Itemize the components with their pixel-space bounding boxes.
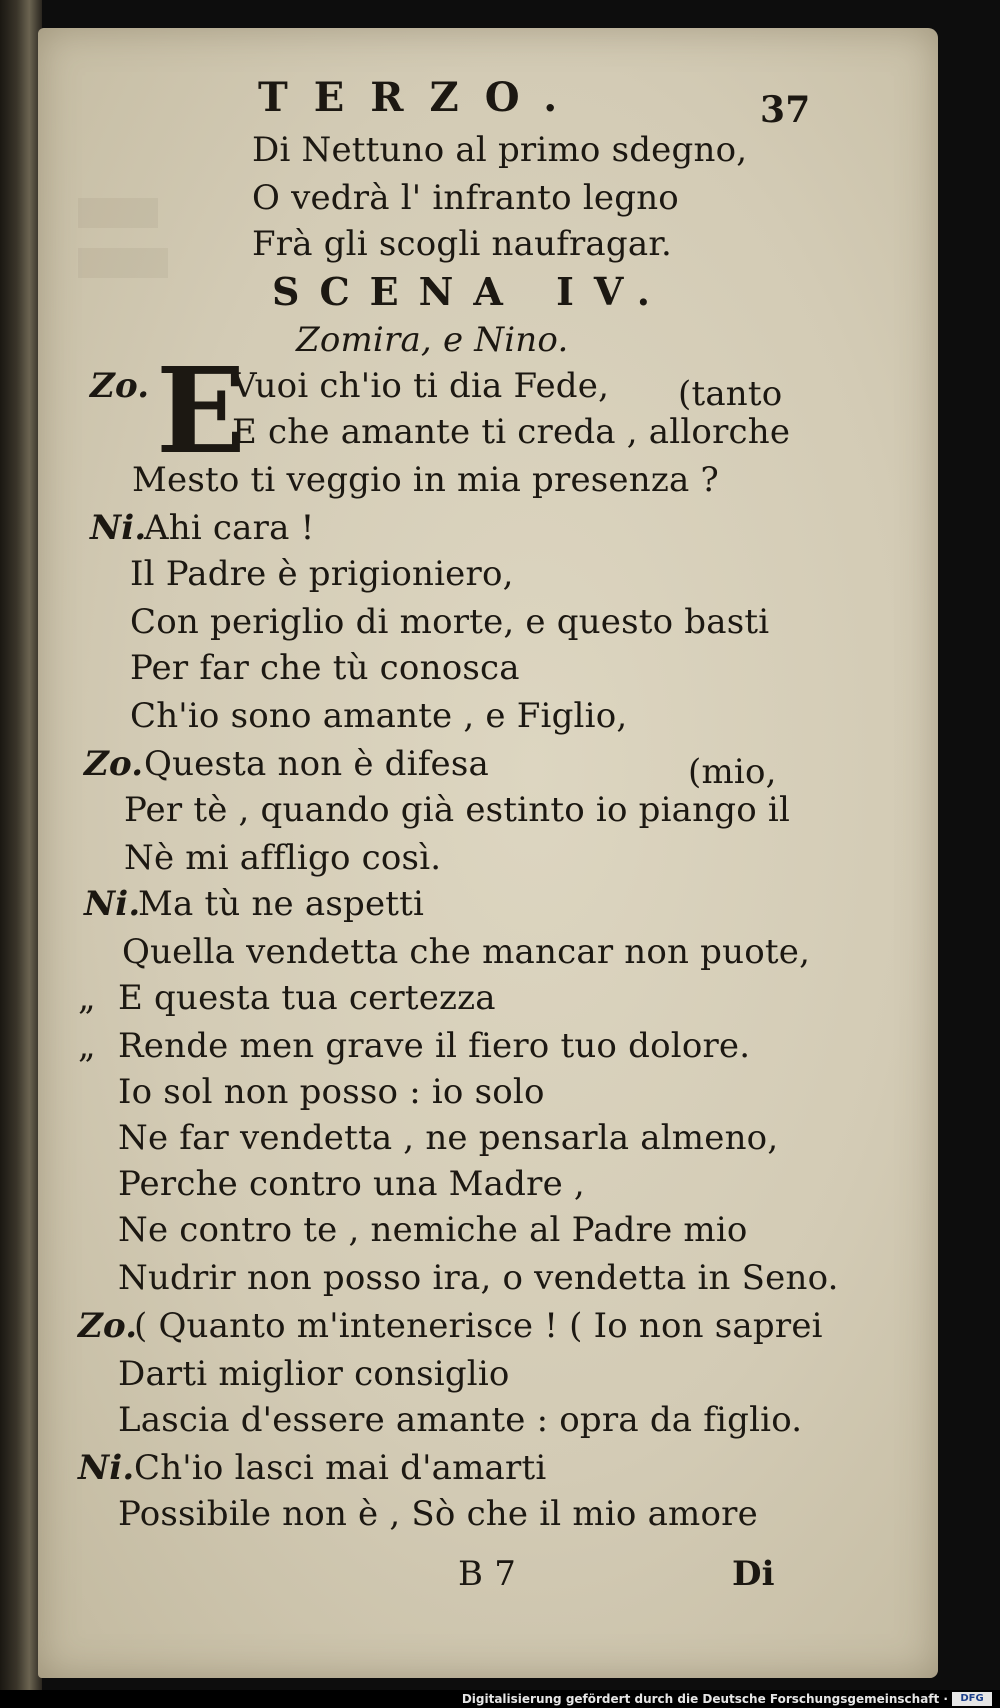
scene-persons: Zomira, e Nino. xyxy=(296,320,569,360)
dfg-credit: Digitalisierung gefördert durch die Deutsche Forschungsgemeinschaft · xyxy=(461,1692,948,1706)
verse-line: Possibile non è , Sò che il mio amore xyxy=(118,1494,758,1534)
verse-line: O vedrà l' infranto legno xyxy=(252,178,679,218)
verse-line: Questa non è difesa xyxy=(144,744,489,784)
verse-line: Lascia d'essere amante : opra da figlio. xyxy=(118,1400,803,1440)
speaker-label: Ni. xyxy=(90,508,147,548)
verse-line: Ch'io sono amante , e Figlio, xyxy=(130,696,628,736)
catchword: Di xyxy=(732,1554,775,1594)
show-through-ghost xyxy=(78,198,158,228)
speaker-label: Zo. xyxy=(84,744,144,784)
verse-line: Ne far vendetta , ne pensarla almeno, xyxy=(118,1118,779,1158)
verse-line: Con periglio di morte, e questo basti xyxy=(130,602,770,642)
dfg-logo: DFG xyxy=(952,1692,992,1706)
page-number: 37 xyxy=(760,89,811,131)
speaker-label: Zo. xyxy=(90,366,150,406)
verse-line: Rende men grave il fiero tuo dolore. xyxy=(118,1026,751,1066)
running-header: TERZO. xyxy=(258,74,584,121)
verse-line: Darti miglior consiglio xyxy=(118,1354,510,1394)
verse-line: Di Nettuno al primo sdegno, xyxy=(252,130,748,170)
speaker-label: Zo. xyxy=(78,1306,138,1346)
verse-line: Nudrir non posso ira, o vendetta in Seno. xyxy=(118,1258,839,1298)
verse-line: Il Padre è prigioniero, xyxy=(130,554,514,594)
quotation-mark: „ xyxy=(78,1026,96,1066)
verse-line: E che amante ti creda , allorche xyxy=(232,412,791,452)
verse-line: Vuoi ch'io ti dia Fede, xyxy=(232,366,610,406)
book-page xyxy=(38,28,938,1678)
scene-title: SCENA IV. xyxy=(272,269,670,314)
speaker-label: Ni. xyxy=(78,1448,135,1488)
show-through-ghost xyxy=(78,248,168,278)
verse-line: Nè mi affligo così. xyxy=(124,838,442,878)
speaker-label: Ni. xyxy=(84,884,141,924)
verse-line: Io sol non posso : io solo xyxy=(118,1072,545,1112)
verse-line: Frà gli scogli naufragar. xyxy=(252,224,673,264)
verse-line: ( Quanto m'intenerisce ! ( Io non saprei xyxy=(134,1306,823,1346)
verse-line: Ahi cara ! xyxy=(144,508,315,548)
verse-line-overflow: (mio, xyxy=(688,752,777,792)
verse-line: Ne contro te , nemiche al Padre mio xyxy=(118,1210,748,1250)
quotation-mark: „ xyxy=(78,978,96,1018)
verse-line: Perche contro una Madre , xyxy=(118,1164,585,1204)
verse-line: Per far che tù conosca xyxy=(130,648,520,688)
verse-line-overflow: (tanto xyxy=(678,374,783,414)
book-spine xyxy=(0,0,42,1690)
verse-line: Quella vendetta che mancar non puote, xyxy=(122,932,811,972)
verse-line: Ma tù ne aspetti xyxy=(138,884,425,924)
verse-line: Per tè , quando già estinto io piango il xyxy=(124,790,791,830)
signature-mark: B 7 xyxy=(458,1554,517,1594)
verse-line: E questa tua certezza xyxy=(118,978,496,1018)
verse-line: Mesto ti veggio in mia presenza ? xyxy=(132,460,719,500)
verse-line: Ch'io lasci mai d'amarti xyxy=(134,1448,547,1488)
drop-cap: E xyxy=(156,341,246,480)
